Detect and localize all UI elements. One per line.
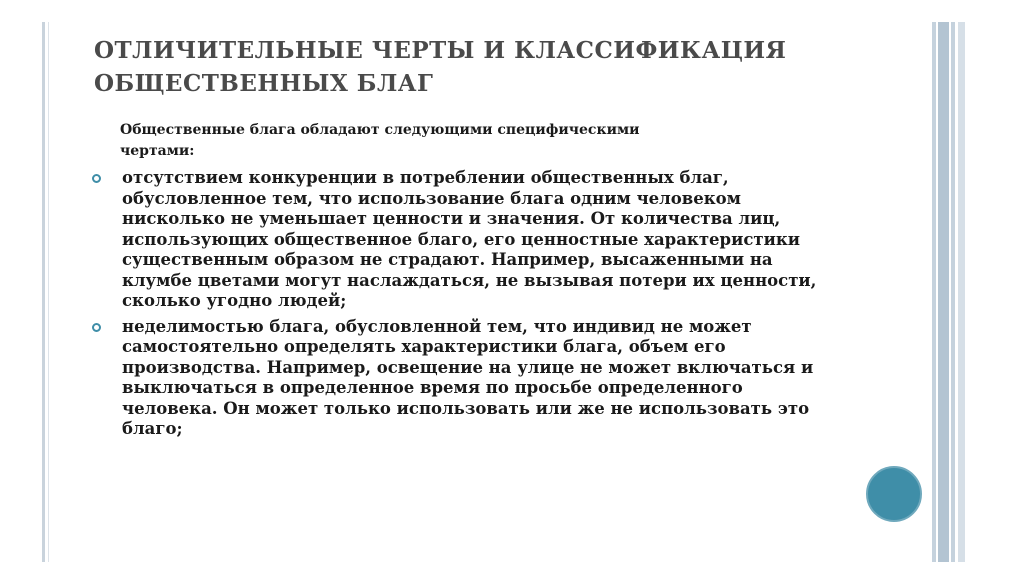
- bullet-item: [92, 168, 832, 312]
- ring-bullet-icon: [92, 323, 101, 332]
- right-decor-stripe-light: [958, 22, 965, 562]
- decor-circle: [866, 466, 922, 522]
- bullet-list: [92, 168, 832, 445]
- right-decor-band: [938, 22, 949, 562]
- bullet-text: неделимостью блага, обусловленной тем, что индивид не может самостоятельно определять характеристики блага, объем его производства. Например, освещение на улице не может включаться и выключаться в определенное время по просьбе определенного человека. Он может только использовать или же не использовать это благо;: [122, 316, 814, 438]
- intro-text: Общественные блага обладают следующими специфическими чертами:: [120, 122, 640, 159]
- bullet-item: [92, 317, 832, 440]
- right-decor-stripe: [932, 22, 936, 562]
- left-decor-stripe: [42, 22, 45, 562]
- bullet-text: отсутствием конкуренции в потреблении общественных благ, обусловленное тем, что использование блага одним человеком нисколько не уменьшает ценности и значения. От количества лиц, использующих общественное благо, его ценностные характеристики существенным образом не страдают. Например, высаженными на клумбе цветами могут наслаждаться, не вызывая потери их ценности, сколько угодно людей;: [122, 168, 817, 310]
- left-decor-stripe-thin: [48, 22, 49, 562]
- slide-title: ОТЛИЧИТЕЛЬНЫЕ ЧЕРТЫ И КЛАССИФИКАЦИЯ ОБЩЕСТВЕННЫХ БЛАГ: [94, 37, 787, 97]
- right-decor-stripe: [951, 22, 955, 562]
- ring-bullet-icon: [92, 174, 101, 183]
